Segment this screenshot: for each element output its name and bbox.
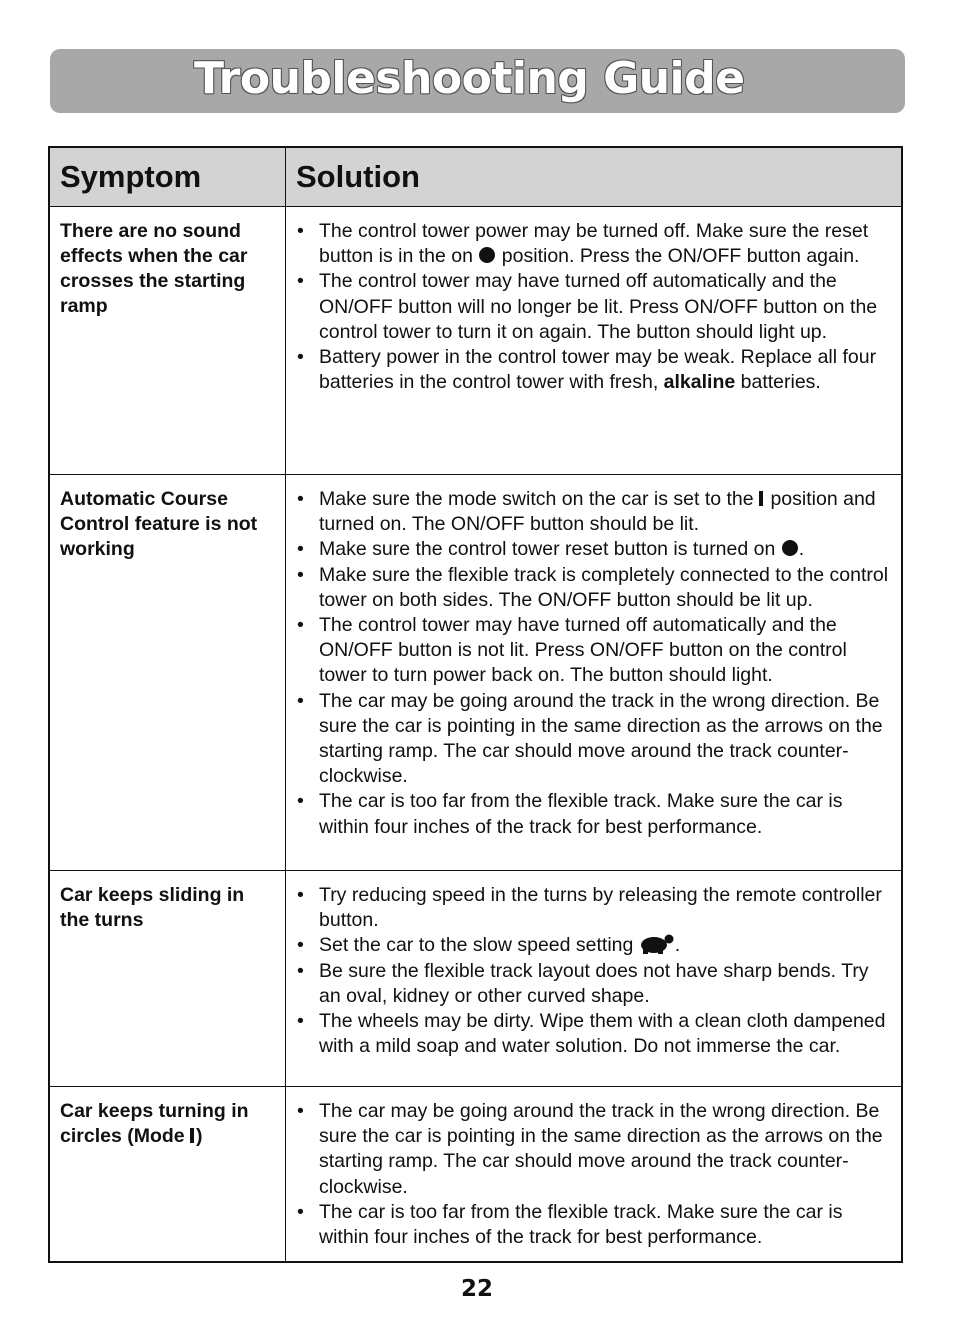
solution-list — [297, 219, 889, 395]
list-item: • The control tower power may be turned off. Make sure the reset button is in the on position. Press the ON/OFF button again. — [297, 219, 889, 269]
symptom-cell: Car keeps turning in circles (Mode ) — [49, 1087, 286, 1263]
list-item: • The control tower may have turned off automatically and the ON/OFF button is not lit. Press ON/OFF button on the control tower to turn power back on. The button should light. — [297, 613, 889, 689]
list-item: • The car may be going around the track in the wrong direction. Be sure the car is pointing in the same direction as the arrows on the starting ramp. The car should move around the track counter-clockwise. — [297, 1099, 889, 1200]
list-item: • The control tower may have turned off automatically and the ON/OFF button will no longer be lit. Press ON/OFF button on the control tower to turn it on again. The button should light up. — [297, 269, 889, 345]
filled-circle-icon — [479, 247, 495, 263]
table-row — [49, 207, 902, 475]
solution-list — [297, 1099, 889, 1250]
list-item: • Set the car to the slow speed setting . — [297, 933, 889, 958]
list-item: • The car may be going around the track in the wrong direction. Be sure the car is pointing in the same direction as the arrows on the starting ramp. The car should move around the track counter-clockwise. — [297, 689, 889, 790]
table-row — [49, 1087, 902, 1263]
table-row — [49, 475, 902, 871]
title-banner — [50, 49, 905, 113]
list-item: • Make sure the mode switch on the car is set to the position and turned on. The ON/OFF button should be lit. — [297, 487, 889, 537]
table-row — [49, 871, 902, 1087]
solution-header: Solution — [286, 147, 903, 207]
list-item: • Make sure the flexible track is completely connected to the control tower on both sides. The ON/OFF button should be lit up. — [297, 563, 889, 613]
table-header-row — [49, 147, 902, 207]
filled-circle-icon — [782, 540, 798, 556]
page-number: 22 — [460, 1276, 493, 1302]
list-item: • The car is too far from the flexible track. Make sure the car is within four inches of the track for best performance. — [297, 1200, 889, 1250]
solution-cell — [286, 1087, 903, 1263]
symptom-cell: Automatic Course Control feature is not working — [49, 475, 286, 871]
mode-one-bar-icon — [190, 1128, 194, 1143]
solution-cell — [286, 871, 903, 1087]
solution-cell — [286, 475, 903, 871]
page-title: Troubleshooting Guide — [194, 53, 745, 104]
solution-cell — [286, 207, 903, 475]
list-item: • Be sure the flexible track layout does not have sharp bends. Try an oval, kidney or other curved shape. — [297, 959, 889, 1009]
list-item: • Make sure the control tower reset button is turned on . — [297, 537, 889, 562]
solution-list — [297, 883, 889, 1059]
symptom-cell: There are no sound effects when the car crosses the starting ramp — [49, 207, 286, 475]
mode-one-bar-icon — [759, 491, 763, 506]
symptom-header: Symptom — [49, 147, 286, 207]
list-item: • The car is too far from the flexible track. Make sure the car is within four inches of the track for best performance. — [297, 789, 889, 839]
turtle-icon — [639, 933, 675, 955]
list-item: • Try reducing speed in the turns by releasing the remote controller button. — [297, 883, 889, 933]
list-item: • Battery power in the control tower may be weak. Replace all four batteries in the control tower with fresh, alkaline batteries. — [297, 345, 889, 395]
symptom-cell: Car keeps sliding in the turns — [49, 871, 286, 1087]
troubleshooting-table — [48, 146, 903, 1263]
list-item: • The wheels may be dirty. Wipe them with a clean cloth dampened with a mild soap and water solution. Do not immerse the car. — [297, 1009, 889, 1059]
solution-list — [297, 487, 889, 840]
